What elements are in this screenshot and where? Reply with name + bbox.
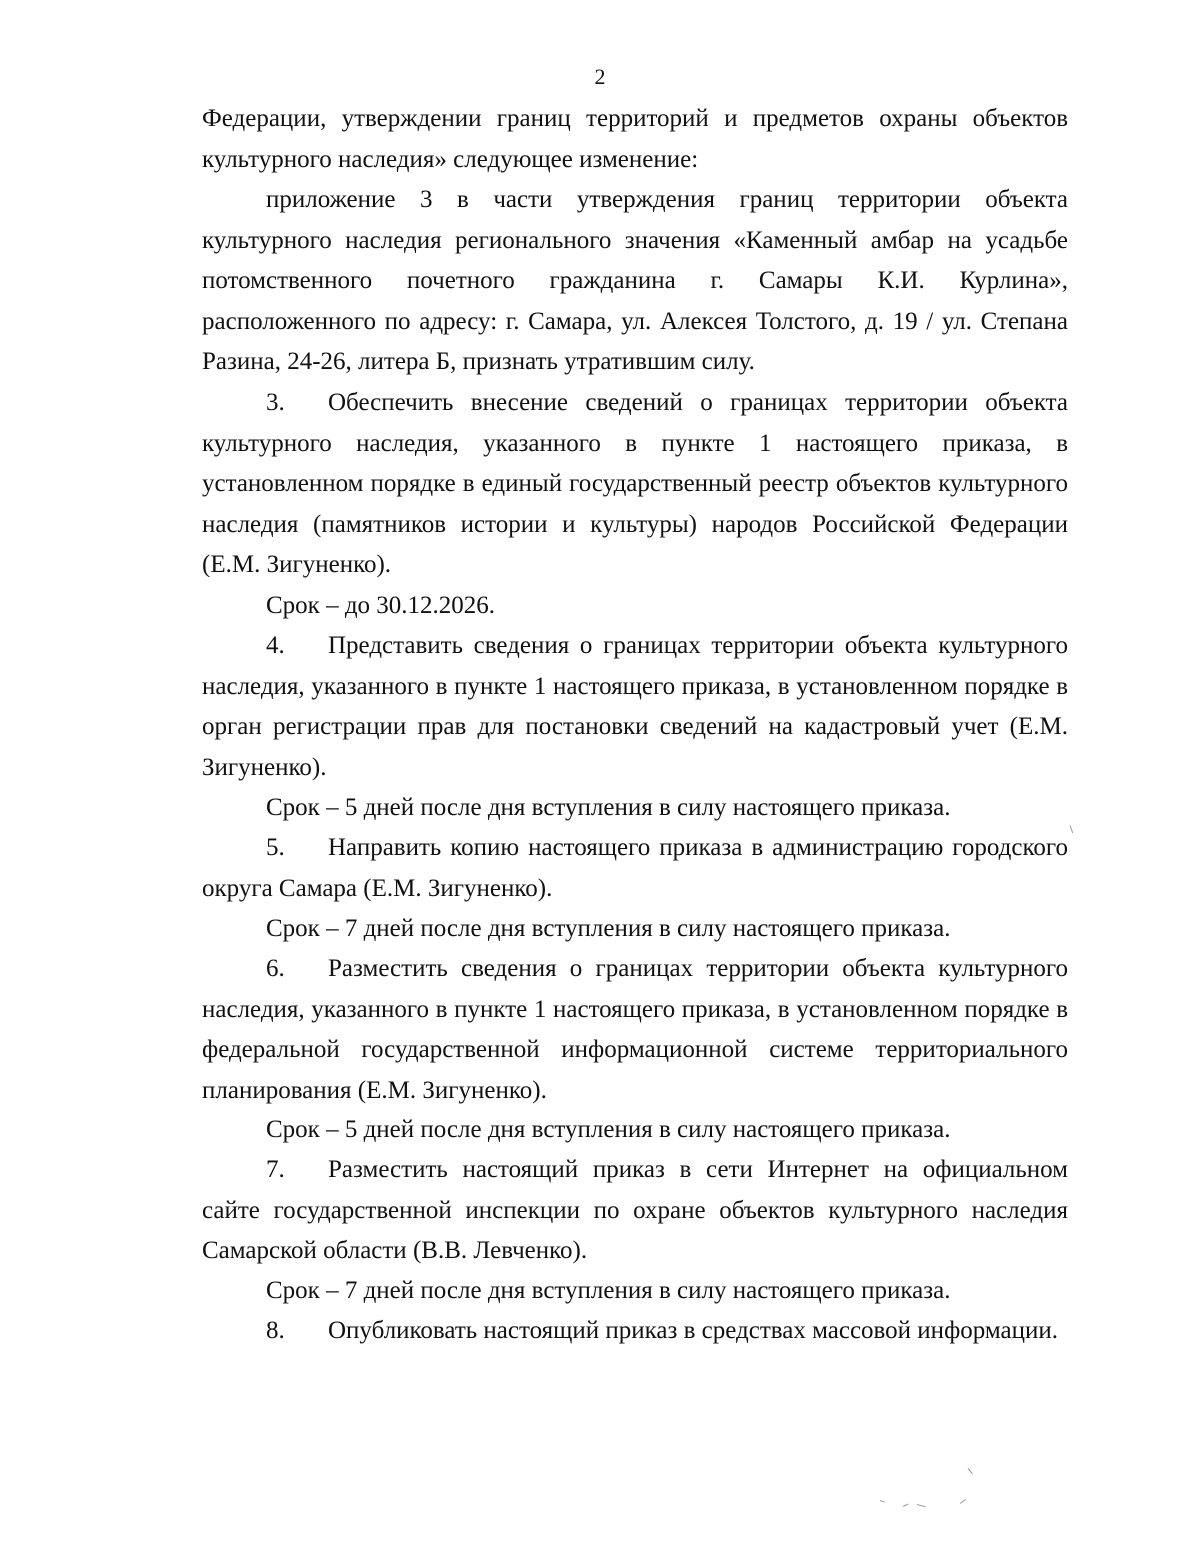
deadline-4 <box>202 788 1068 829</box>
deadline-text-6: Срок – 5 дней после дня вступления в силу настоящего приказа. <box>266 1116 951 1143</box>
item-6 <box>202 949 1068 1111</box>
item-number-6: 6. <box>266 955 285 982</box>
paragraph-continuation: Федерации, утверждении границ территорий и предметов охраны объектов культурного наследия» следующее изменение: <box>202 105 1068 173</box>
item-text-6: Разместить сведения о границах территории объекта культурного наследия, указанного в пункте 1 настоящего приказа, в установленном порядке в федеральной государственной информационной системе территориального планирования (Е.М. Зигуненко). <box>202 955 1068 1104</box>
deadline-3 <box>202 586 1068 627</box>
paragraph-item-7 <box>202 1150 1068 1272</box>
scan-speck <box>917 1504 926 1507</box>
deadline-text-5: Срок – 7 дней после дня вступления в силу настоящего приказа. <box>266 915 951 942</box>
item-7 <box>202 1150 1068 1272</box>
appendix-paragraph <box>202 180 1068 383</box>
deadline-5 <box>202 909 1068 950</box>
item-number-7: 7. <box>266 1156 285 1183</box>
scan-speck <box>960 1499 966 1504</box>
item-number-8: 8. <box>266 1317 285 1344</box>
paragraph-item-8 <box>202 1311 1068 1352</box>
item-8 <box>202 1311 1068 1352</box>
item-3 <box>202 383 1068 586</box>
page-number: 2 <box>594 64 606 89</box>
scan-speck <box>968 1468 973 1474</box>
paragraph-item-6 <box>202 949 1068 1111</box>
deadline-text-4: Срок – 5 дней после дня вступления в силу настоящего приказа. <box>266 794 951 821</box>
item-5 <box>202 828 1068 909</box>
item-text-8: Опубликовать настоящий приказ в средствах массовой информации. <box>328 1317 1059 1344</box>
scan-speck <box>1070 825 1074 833</box>
item-number-3: 3. <box>266 389 285 416</box>
item-text-7: Разместить настоящий приказ в сети Интернет на официальном сайте государственной инспекции по охране объектов культурного наследия Самарской области (В.В. Левченко). <box>202 1156 1068 1265</box>
paragraph-item-5 <box>202 828 1068 909</box>
item-4 <box>202 626 1068 788</box>
deadline-6 <box>202 1110 1068 1151</box>
scan-speck <box>903 1504 909 1507</box>
item-text-3: Обеспечить внесение сведений о границах территории объекта культурного наследия, указанного в пункте 1 настоящего приказа, в установленном порядке в единый государственный реестр объектов культурного наследия (памятников истории и культуры) народов Российской Федерации (Е.М. Зигуненко). <box>202 389 1068 579</box>
paragraph-item-4 <box>202 626 1068 788</box>
paragraph-appendix-3: приложение 3 в части утверждения границ территории объекта культурного наследия регионального значения «Каменный амбар на усадьбе потомственного почетного гражданина г. Самары К.И. Курлина», расположенного по адресу: г. Самара, ул. Алексея Толстого, д. 19 / ул. Степана Разина, 24-26, литера Б, признать утратившим силу. <box>202 186 1068 376</box>
paragraph-item-3 <box>202 383 1068 586</box>
item-number-5: 5. <box>266 834 285 861</box>
deadline-7 <box>202 1271 1068 1312</box>
scan-speck <box>880 1500 885 1503</box>
item-text-4: Представить сведения о границах территории объекта культурного наследия, указанного в пункте 1 настоящего приказа, в установленном порядке в орган регистрации прав для постановки сведений на кадастровый учет (Е.М. Зигуненко). <box>202 632 1068 781</box>
item-number-4: 4. <box>266 632 285 659</box>
intro-paragraph <box>202 99 1068 180</box>
deadline-text-3: Срок – до 30.12.2026. <box>266 592 496 619</box>
item-text-5: Направить копию настоящего приказа в администрацию городского округа Самара (Е.М. Зигуненко). <box>202 834 1068 902</box>
deadline-text-7: Срок – 7 дней после дня вступления в силу настоящего приказа. <box>266 1277 951 1304</box>
